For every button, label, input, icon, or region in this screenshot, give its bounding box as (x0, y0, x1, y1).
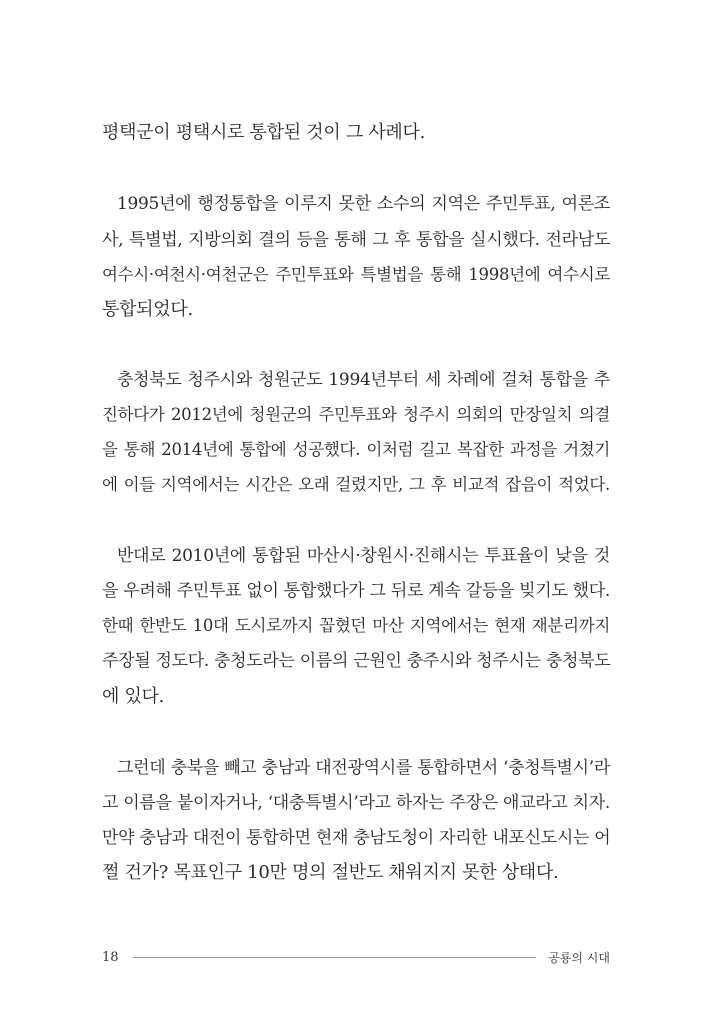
footer-divider (133, 957, 537, 958)
text-line: 반대로 2010년에 통합된 마산시·창원시·진해시는 투표율이 낮을 것 (117, 546, 610, 566)
text-line: 을 통해 2014년에 통합에 성공했다. 이처럼 길고 복잡한 과정을 거쳤기 (102, 440, 610, 459)
text-line: 주장될 정도다. 충청도라는 이름의 근원인 충주시와 청주시는 충청북도 (102, 651, 611, 671)
running-title: 공룡의 시대 (548, 950, 610, 965)
text-line: 사, 특별법, 지방의회 결의 등을 통해 그 후 통합을 실시했다. 전라남도 (102, 230, 610, 250)
text-line: 진하다가 2012년에 청원군의 주민투표와 청주시 의회의 만장일치 의결 (102, 405, 610, 424)
text-line: 만약 충남과 대전이 통합하면 현재 충남도청이 자리한 내포신도시는 어 (102, 828, 611, 848)
page-number: 18 (102, 949, 119, 965)
text-line: 통합되었다. (102, 299, 193, 320)
text-line: 여수시·여천시·여천군은 주민투표와 특별법을 통해 1998년에 여수시로 (102, 265, 610, 284)
text-line: 한때 한반도 10대 도시로까지 꼽혔던 마산 지역에서는 현재 재분리까지 (102, 616, 610, 635)
text-line: 1995년에 행정통합을 이루지 못한 소수의 지역은 주민투표, 여론조 (117, 194, 610, 214)
text-line: 평택군이 평택시로 통합된 것이 그 사례다. (102, 122, 426, 143)
text-line: 쩔 건가? 목표인구 10만 명의 절반도 채워지지 못한 상태다. (102, 862, 559, 883)
text-line: 을 우려해 주민투표 없이 통합했다가 그 뒤로 계속 갈등을 빚기도 했다. (102, 581, 610, 601)
text-line: 충청북도 청주시와 청원군도 1994년부터 세 차례에 걸쳐 통합을 추 (117, 370, 610, 390)
text-line: 에 이들 지역에서는 시간은 오래 걸렸지만, 그 후 비교적 잡음이 적었다. (102, 475, 610, 494)
page-footer (102, 946, 610, 968)
text-line: 에 있다. (102, 686, 165, 707)
text-line: 그런데 충북을 빼고 충남과 대전광역시를 통합하면서 ‘충청특별시’라 (117, 758, 610, 778)
text-line: 고 이름을 붙이자거나, ‘대충특별시’라고 하자는 주장은 애교라고 치자. (102, 793, 610, 813)
